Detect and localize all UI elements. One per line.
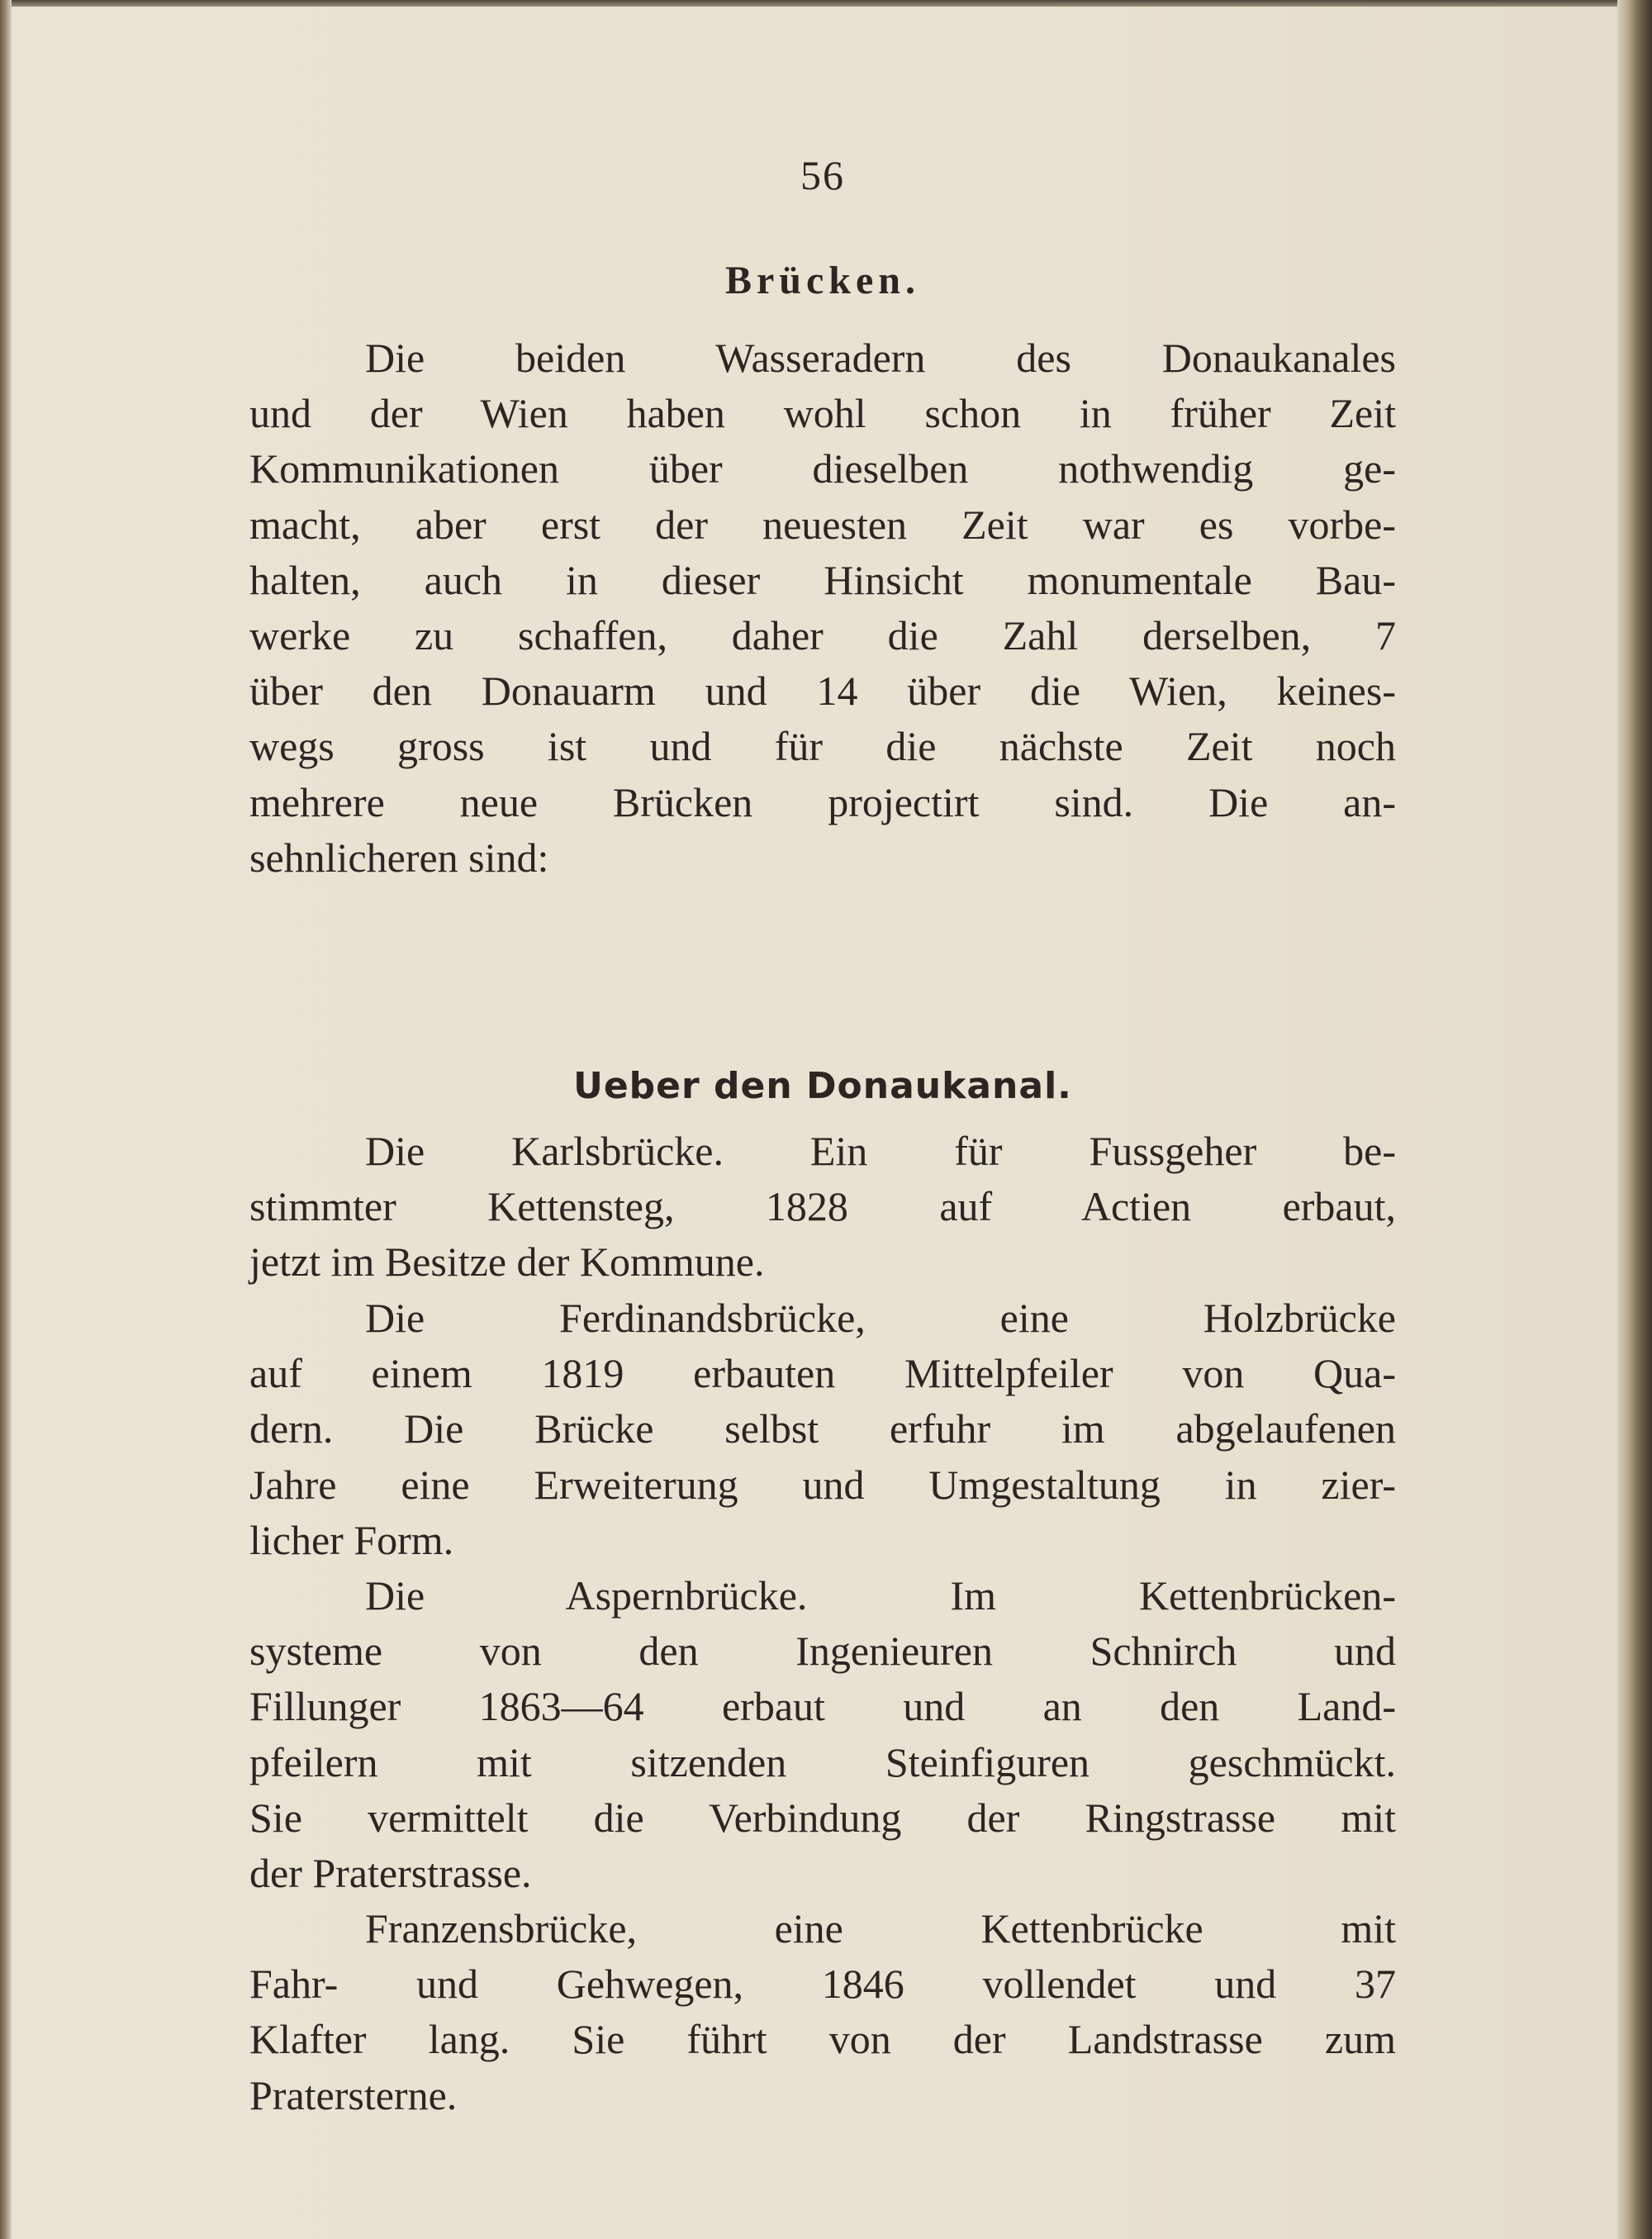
page-edge	[1617, 0, 1652, 2239]
text-line: auf einem 1819 erbauten Mittelpfeiler von Qua-	[249, 1350, 1396, 1397]
paragraph-karlsbruecke	[249, 1124, 1396, 1291]
text-line: licher Form.	[249, 1516, 454, 1563]
text-line: stimmter Kettensteg, 1828 auf Actien erbaut,	[249, 1183, 1396, 1230]
text-line: systeme von den Ingenieuren Schnirch und	[249, 1628, 1396, 1675]
intro-paragraph	[249, 330, 1396, 886]
text-line: Jahre eine Erweiterung und Umgestaltung in zier-	[249, 1461, 1396, 1508]
text-line: Fillunger 1863—64 erbaut und an den Land-	[249, 1683, 1396, 1730]
paragraph-aspernbruecke	[249, 1568, 1396, 1901]
section-heading: Brücken.	[724, 259, 920, 302]
paragraph-franzensbruecke	[249, 1901, 1396, 2123]
text-line: werke zu schaffen, daher die Zahl derselben, 7	[249, 612, 1396, 659]
text-line: Die Ferdinandsbrücke, eine Holzbrücke	[365, 1295, 1396, 1341]
text-line: der Praterstrasse.	[249, 1850, 532, 1897]
text-line: macht, aber erst der neuesten Zeit war es vorbe-	[249, 501, 1396, 548]
text-line: Die Karlsbrücke. Ein für Fussgeher be-	[365, 1128, 1396, 1174]
text-line: Franzensbrücke, eine Kettenbrücke mit	[365, 1905, 1396, 1951]
page-number: 56	[800, 152, 845, 198]
text-line: und der Wien haben wohl schon in früher Zeit	[249, 390, 1396, 437]
paragraph-ferdinandsbruecke	[249, 1291, 1396, 1568]
text-line: Fahr- und Gehwegen, 1846 vollendet und 37	[249, 1961, 1396, 2008]
top-edge	[0, 0, 1652, 7]
text-line: Klafter lang. Sie führt von der Landstrasse zum	[249, 2016, 1396, 2063]
text-line: wegs gross ist und für die nächste Zeit noch	[249, 723, 1396, 770]
subheading-donaukanal: Ueber den Donaukanal.	[573, 1065, 1072, 1107]
text-line: halten, auch in dieser Hinsicht monumentale Bau-	[249, 556, 1396, 603]
binding-edge	[0, 0, 12, 2239]
text-line: sehnlicheren sind:	[249, 834, 549, 881]
text-line: dern. Die Brücke selbst erfuhr im abgelaufenen	[249, 1405, 1396, 1452]
text-line: Kommunikationen über dieselben nothwendig ge-	[249, 445, 1396, 492]
text-line: über den Donauarm und 14 über die Wien, keines-	[249, 668, 1396, 715]
text-line: Die Aspernbrücke. Im Kettenbrücken-	[365, 1572, 1396, 1619]
text-line: jetzt im Besitze der Kommune.	[249, 1238, 765, 1286]
text-line: mehrere neue Brücken projectirt sind. Die an-	[249, 778, 1396, 825]
text-line: Die beiden Wasseradern des Donaukanales	[365, 335, 1396, 381]
text-line: Sie vermittelt die Verbindung der Ringstrasse mit	[249, 1794, 1396, 1841]
text-line: Pratersterne.	[249, 2071, 458, 2118]
text-line: pfeilern mit sitzenden Steinfiguren geschmückt.	[249, 1738, 1396, 1785]
